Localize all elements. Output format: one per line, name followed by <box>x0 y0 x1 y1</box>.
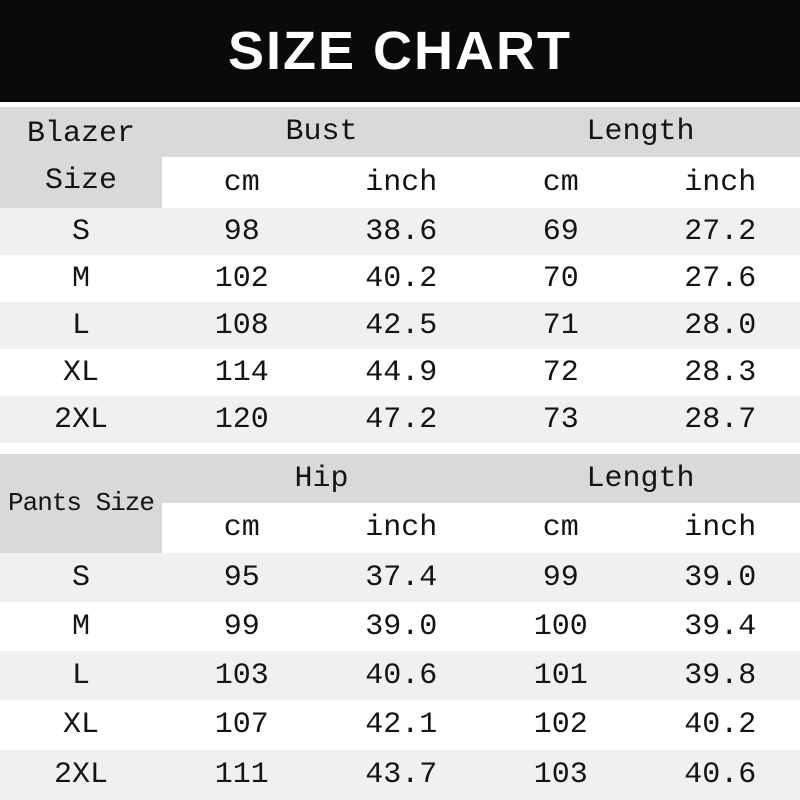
table-row <box>0 396 800 443</box>
value-cell: 39.8 <box>641 651 800 700</box>
value-cell: 44.9 <box>322 349 482 396</box>
value-cell: 71 <box>481 302 641 349</box>
value-cell: 111 <box>162 750 322 800</box>
value-cell: 39.0 <box>322 602 482 651</box>
value-cell: 39.4 <box>641 602 800 651</box>
table-row <box>0 750 800 800</box>
blazer-size-table <box>0 107 800 443</box>
value-cell: 28.3 <box>641 349 800 396</box>
value-cell: 40.2 <box>641 700 800 750</box>
value-cell: 73 <box>481 396 641 443</box>
value-cell: 108 <box>162 302 322 349</box>
size-cell: XL <box>0 700 162 750</box>
blazer-group-header-row <box>0 107 800 157</box>
pants-size-table <box>0 454 800 800</box>
value-cell: 102 <box>162 255 322 302</box>
size-cell: 2XL <box>0 396 162 443</box>
table-row <box>0 302 800 349</box>
value-cell: 102 <box>481 700 641 750</box>
value-cell: 40.6 <box>641 750 800 800</box>
size-cell: L <box>0 302 162 349</box>
pants-size-label-cell <box>0 454 162 553</box>
value-cell: 95 <box>162 553 322 602</box>
page-title: SIZE CHART <box>228 21 572 81</box>
value-cell: 99 <box>481 553 641 602</box>
blazer-length-group-header: Length <box>481 107 800 157</box>
value-cell: 47.2 <box>322 396 482 443</box>
blazer-label-line2: Size <box>44 163 117 198</box>
hip-group-header: Hip <box>162 454 481 503</box>
value-cell: 28.7 <box>641 396 800 443</box>
value-cell: 72 <box>481 349 641 396</box>
size-cell: S <box>0 208 162 255</box>
value-cell: 70 <box>481 255 641 302</box>
value-cell: 120 <box>162 396 322 443</box>
value-cell: 43.7 <box>322 750 482 800</box>
table-row <box>0 208 800 255</box>
unit-header-inch: inch <box>322 503 482 553</box>
table-row <box>0 602 800 651</box>
table-row <box>0 553 800 602</box>
blazer-size-label-cell <box>0 107 162 208</box>
size-cell: S <box>0 553 162 602</box>
unit-header-inch: inch <box>322 157 482 208</box>
value-cell: 103 <box>481 750 641 800</box>
table-row <box>0 651 800 700</box>
value-cell: 100 <box>481 602 641 651</box>
value-cell: 37.4 <box>322 553 482 602</box>
table-row <box>0 255 800 302</box>
title-banner <box>0 0 800 102</box>
unit-header-cm: cm <box>162 157 322 208</box>
blazer-label-line1: Blazer <box>26 117 136 151</box>
value-cell: 38.6 <box>322 208 482 255</box>
value-cell: 69 <box>481 208 641 255</box>
value-cell: 42.1 <box>322 700 482 750</box>
value-cell: 27.6 <box>641 255 800 302</box>
size-cell: M <box>0 255 162 302</box>
size-cell: L <box>0 651 162 700</box>
value-cell: 40.2 <box>322 255 482 302</box>
table-row <box>0 349 800 396</box>
value-cell: 28.0 <box>641 302 800 349</box>
pants-length-group-header: Length <box>481 454 800 503</box>
pants-label: Pants Size <box>7 488 155 519</box>
unit-header-inch: inch <box>641 157 800 208</box>
value-cell: 42.5 <box>322 302 482 349</box>
bust-group-header: Bust <box>162 107 481 157</box>
value-cell: 39.0 <box>641 553 800 602</box>
value-cell: 98 <box>162 208 322 255</box>
value-cell: 99 <box>162 602 322 651</box>
value-cell: 40.6 <box>322 651 482 700</box>
unit-header-cm: cm <box>162 503 322 553</box>
unit-header-cm: cm <box>481 503 641 553</box>
value-cell: 107 <box>162 700 322 750</box>
value-cell: 101 <box>481 651 641 700</box>
size-cell: M <box>0 602 162 651</box>
table-row <box>0 700 800 750</box>
value-cell: 114 <box>162 349 322 396</box>
value-cell: 27.2 <box>641 208 800 255</box>
unit-header-cm: cm <box>481 157 641 208</box>
size-cell: XL <box>0 349 162 396</box>
size-cell: 2XL <box>0 750 162 800</box>
pants-group-header-row <box>0 454 800 503</box>
unit-header-inch: inch <box>641 503 800 553</box>
value-cell: 103 <box>162 651 322 700</box>
